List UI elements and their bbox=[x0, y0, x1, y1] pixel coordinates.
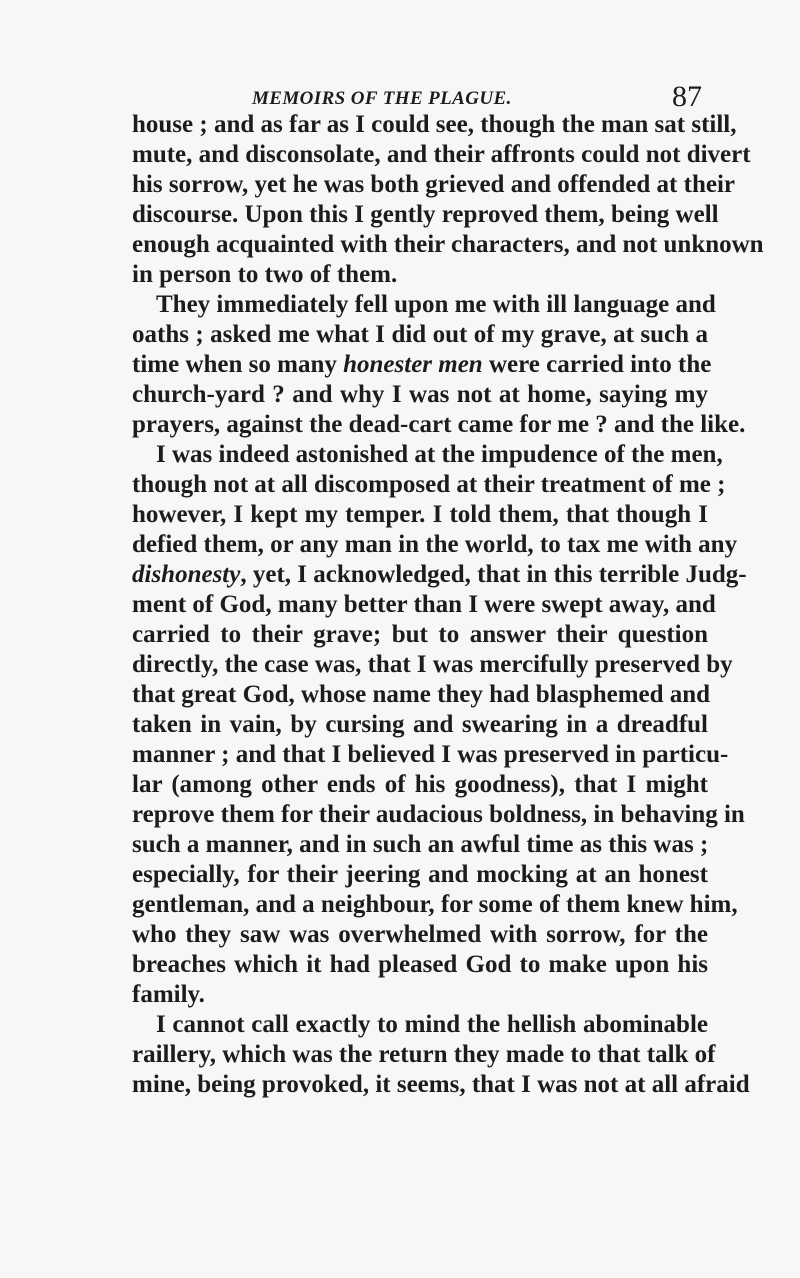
text-line: mute, and disconsolate, and their affronts could not divert bbox=[132, 141, 751, 168]
text-line bbox=[132, 560, 747, 590]
text-line: though not at all discomposed at their treatment of me ; bbox=[132, 471, 726, 498]
text-line: I cannot call exactly to mind the hellish abominable bbox=[156, 1011, 708, 1038]
text-line: mine, being provoked, it seems, that I was not at all afraid bbox=[132, 1071, 750, 1098]
text-line: oaths ; asked me what I did out of my grave, at such a bbox=[132, 321, 708, 348]
text-line: taken in vain, by cursing and swearing in a dreadful bbox=[132, 711, 708, 738]
text-line: breaches which it had pleased God to make upon his bbox=[132, 951, 708, 978]
text-line bbox=[132, 350, 712, 380]
text-line: discourse. Upon this I gently reproved them, being well bbox=[132, 201, 719, 228]
text-line: manner ; and that I believed I was preserved in particu- bbox=[132, 741, 729, 768]
text-line: raillery, which was the return they made to that talk of bbox=[132, 1041, 716, 1068]
text-line: ment of God, many better than I were swept away, and bbox=[132, 591, 716, 618]
text-line: prayers, against the dead-cart came for me ? and the like. bbox=[132, 411, 746, 438]
running-title: MEMOIRS OF THE PLAGUE. bbox=[252, 88, 512, 109]
text-line: reprove them for their audacious boldness, in behaving in bbox=[132, 801, 745, 828]
text-line: gentleman, and a neighbour, for some of them knew him, bbox=[132, 891, 738, 918]
text-line: that great God, whose name they had blasphemed and bbox=[132, 681, 711, 708]
text-line: house ; and as far as I could see, though the man sat still, bbox=[132, 111, 737, 138]
emphasis-text: dishonesty bbox=[132, 561, 241, 588]
text-line: directly, the case was, that I was mercifully preserved by bbox=[132, 651, 733, 678]
text-run: time when so many bbox=[132, 351, 344, 378]
text-line: church-yard ? and why I was not at home, saying my bbox=[132, 381, 708, 408]
running-head bbox=[0, 80, 800, 113]
text-line: in person to two of them. bbox=[132, 261, 398, 288]
text-line: family. bbox=[132, 981, 205, 1008]
body-text bbox=[132, 110, 764, 1100]
text-line: carried to their grave; but to answer their question bbox=[132, 621, 708, 648]
text-line: who they saw was overwhelmed with sorrow, for the bbox=[132, 921, 708, 948]
page-number: 87 bbox=[672, 80, 702, 113]
text-line: They immediately fell upon me with ill language and bbox=[156, 291, 716, 318]
text-line: his sorrow, yet he was both grieved and offended at their bbox=[132, 171, 736, 198]
text-line: I was indeed astonished at the impudence of the men, bbox=[156, 441, 723, 468]
text-run: , yet, I acknowledged, that in this terrible Judg- bbox=[240, 561, 747, 588]
text-run: were carried into the bbox=[482, 351, 712, 378]
text-line: however, I kept my temper. I told them, that though I bbox=[132, 501, 708, 528]
text-line: especially, for their jeering and mocking at an honest bbox=[132, 861, 708, 888]
text-line: lar (among other ends of his goodness), that I might bbox=[132, 771, 708, 798]
text-line: defied them, or any man in the world, to tax me with any bbox=[132, 531, 738, 558]
text-line: enough acquainted with their characters, and not unknown bbox=[132, 231, 764, 258]
text-line: such a manner, and in such an awful time as this was ; bbox=[132, 831, 709, 858]
emphasis-text: honester men bbox=[343, 351, 483, 378]
